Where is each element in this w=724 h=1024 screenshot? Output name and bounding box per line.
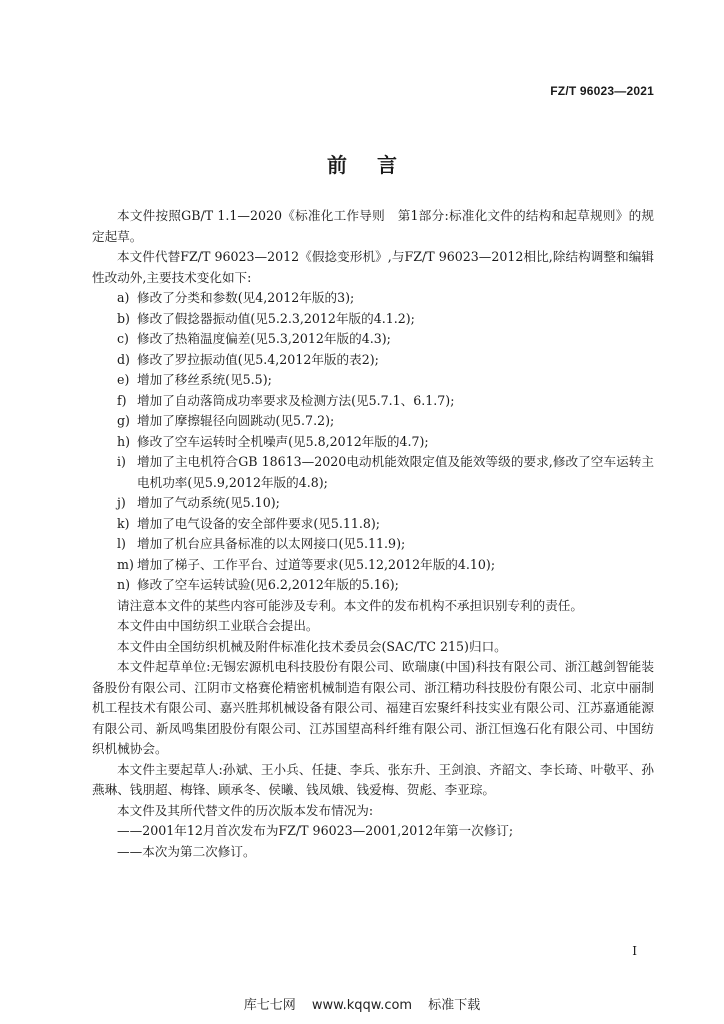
document-code: FZ/T 96023—2021 [550, 84, 654, 98]
footer-site-name: 库七七网 [243, 998, 296, 1013]
list-item-text: 增加了主电机符合GB 18613—2020电动机能效限定值及能效等级的要求,修改了空车运转主电机功率(见5.9,2012年版的4.8); [137, 454, 654, 490]
committee-statement: 本文件由全国纺织机械及附件标准化技术委员会(SAC/TC 215)归口。 [117, 638, 507, 654]
list-item [92, 350, 654, 371]
list-item [92, 432, 654, 453]
list-marker: e) [117, 372, 130, 387]
list-item-text: 修改了空车运转时全机噪声(见5.8,2012年版的4.7); [137, 433, 429, 449]
changes-list [92, 288, 654, 596]
list-item-text: 增加了梯子、工作平台、过道等要求(见5.12,2012年版的4.10); [137, 556, 496, 572]
list-item [92, 288, 654, 309]
list-item-text: 修改了空车运转试验(见6.2,2012年版的5.16); [137, 577, 399, 592]
list-item-text: 增加了机台应具备标准的以太网接口(见5.11.9); [137, 536, 406, 551]
list-item [92, 514, 654, 535]
list-item [92, 370, 654, 391]
list-marker: l) [117, 536, 126, 551]
list-marker: m) [117, 556, 134, 572]
list-marker: j) [117, 495, 126, 510]
version-history [92, 821, 654, 862]
list-marker: n) [117, 577, 131, 592]
list-item-text: 修改了罗拉振动值(见5.4,2012年版的表2); [137, 351, 379, 367]
list-item [92, 411, 654, 432]
list-item [92, 391, 654, 412]
proposer-statement: 本文件由中国纺织工业联合会提出。 [117, 618, 319, 633]
list-item-text: 修改了分类和参数(见4,2012年版的3); [137, 290, 355, 305]
list-item-text: 增加了移丝系统(见5.5); [137, 372, 272, 387]
watermark-footer [0, 994, 724, 1013]
list-marker: d) [117, 351, 130, 367]
list-marker: a) [117, 290, 130, 305]
page-title: 前言 [327, 153, 427, 177]
list-item [92, 329, 654, 350]
drafting-units: 本文件起草单位:无锡宏源机电科技股份有限公司、欧瑞康(中国)科技有限公司、浙江越剑智能装备股份有限公司、江阴市文格赛伦精密机械制造有限公司、浙江精功科技股份有限公司、北京中丽制机工程技术有限公司、嘉兴胜邦机械设备有限公司、福建百宏聚纤科技实业有限公司、江苏嘉通能源有限公司、新凤鸣集团股份有限公司、江苏国望高科纤维有限公司、浙江恒逸石化有限公司、中国纺织机械协会。 [92, 659, 654, 756]
history-item: ——本次为第二次修订。 [117, 843, 256, 859]
list-item [92, 555, 654, 576]
page-number: I [632, 944, 637, 958]
list-item [92, 493, 654, 514]
list-item [92, 309, 654, 330]
drafters: 本文件主要起草人:孙斌、王小兵、任捷、李兵、张东升、王剑浪、齐韶文、李长琦、叶敬平、孙燕琳、钱朋超、梅锋、顾承冬、侯曦、钱凤娥、钱爱梅、贺彪、李亚琮。 [92, 761, 654, 797]
history-intro: 本文件及其所代替文件的历次版本发布情况为: [117, 802, 374, 818]
history-item: ——2001年12月首次发布为FZ/T 96023—2001,2012年第一次修订; [117, 823, 514, 838]
list-item-text: 修改了假捻器振动值(见5.2.3,2012年版的4.1.2); [137, 310, 415, 326]
list-marker: i) [117, 454, 126, 469]
footer-slogan: 标准下载 [428, 998, 481, 1013]
list-marker: b) [117, 310, 130, 326]
list-marker: h) [117, 433, 131, 449]
footer-url: www.kqqw.com [311, 998, 413, 1013]
patent-notice: 请注意本文件的某些内容可能涉及专利。本文件的发布机构不承担识别专利的责任。 [117, 597, 583, 613]
foreword-body [92, 206, 654, 862]
list-item-text: 增加了气动系统(见5.10); [137, 495, 280, 510]
list-marker: f) [117, 392, 127, 408]
list-item-text: 增加了电气设备的安全部件要求(见5.11.8); [137, 515, 381, 531]
list-marker: g) [117, 413, 130, 428]
list-item [92, 534, 654, 555]
list-item [92, 575, 654, 596]
list-marker: k) [117, 515, 130, 531]
list-item-text: 修改了热箱温度偏差(见5.3,2012年版的4.3); [137, 331, 391, 346]
list-item [92, 452, 654, 493]
intro-paragraph: 本文件代替FZ/T 96023—2012《假捻变形机》,与FZ/T 96023—2012相比,除结构调整和编辑性改动外,主要技术变化如下: [92, 249, 654, 285]
list-marker: c) [117, 331, 129, 346]
list-item-text: 增加了摩擦辊径向圆跳动(见5.7.2); [137, 413, 335, 428]
list-item-text: 增加了自动落筒成功率要求及检测方法(见5.7.1、6.1.7); [137, 392, 455, 408]
intro-paragraph: 本文件按照GB/T 1.1—2020《标准化工作导则 第1部分:标准化文件的结构和起草规则》的规定起草。 [92, 208, 654, 244]
